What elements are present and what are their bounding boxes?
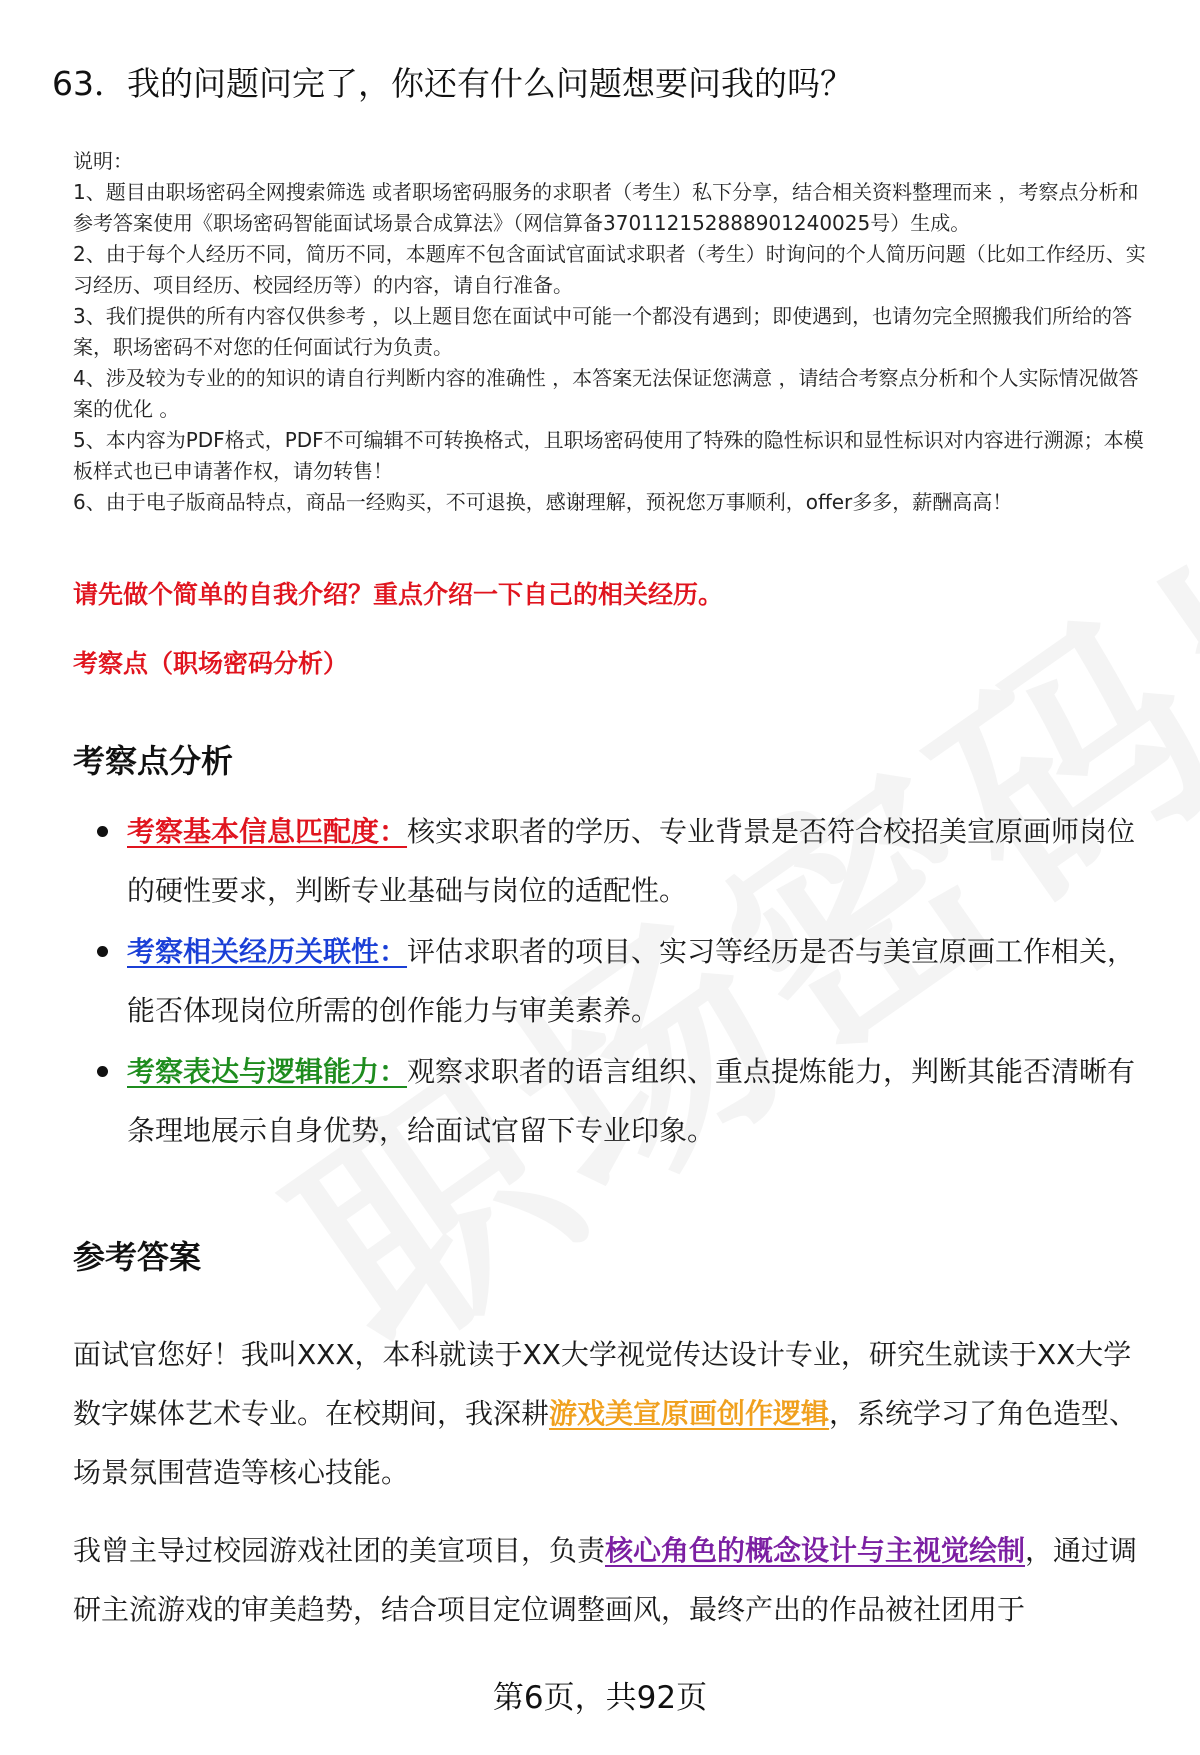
answer-text: 面试官您好！我叫XXX，本科就读于XX大学视觉传达设计专业，研究生就读于XX大学数字媒体艺术专业。在校期间，我深耕: [73, 1338, 1132, 1430]
answer-highlight: 游戏美宣原画创作逻辑: [549, 1397, 830, 1430]
analysis-tag: 考察点（职场密码分析）: [73, 649, 349, 678]
analysis-item: [0, 802, 1147, 920]
analysis-heading: 考察点分析: [73, 742, 234, 780]
answer-paragraph-2: [73, 1521, 1153, 1639]
bullet-icon: [97, 826, 108, 837]
answer-highlight: 核心角色的概念设计与主视觉绘制: [605, 1534, 1026, 1567]
answer-text: 我曾主导过校园游戏社团的美宣项目，负责: [73, 1534, 606, 1567]
analysis-list: [0, 802, 1200, 1162]
answer-paragraph-1: [73, 1325, 1153, 1502]
interview-question: 请先做个简单的自我介绍？重点介绍一下自己的相关经历。: [73, 580, 724, 609]
page-footer: 第6页，共92页: [492, 1680, 708, 1716]
note-item: 1、题目由职场密码全网搜索筛选 或者职场密码服务的求职者（考生）私下分享，结合相关资料整理而来 ，考察点分析和参考答案使用《职场密码智能面试场景合成算法》（网信算备370112152888901240025号）生成。: [73, 180, 1139, 235]
answer-text: ，系统学习了角色造型、场景氛围营造等核心技能。: [73, 1397, 1138, 1489]
analysis-text: 评估求职者的项目、实习等经历是否与美宣原画工作相关，能否体现岗位所需的创作能力与审美素养。: [127, 935, 1136, 1027]
analysis-keyword: 考察相关经历关联性：: [127, 935, 408, 968]
bullet-icon: [97, 946, 108, 957]
analysis-item: [0, 922, 1147, 1040]
analysis-item: [0, 1042, 1147, 1160]
analysis-keyword: 考察基本信息匹配度：: [127, 815, 408, 848]
question-title: 63．我的问题问完了，你还有什么问题想要问我的吗？: [52, 64, 853, 103]
reference-heading: 参考答案: [73, 1238, 202, 1276]
note-item: 2、由于每个人经历不同，简历不同，本题库不包含面试官面试求职者（考生）时询问的个人简历问题（比如工作经历、实习经历、项目经历、校园经历等）的内容，请自行准备。: [73, 242, 1146, 297]
notes-heading: 说明：: [73, 149, 133, 173]
analysis-text: 核实求职者的学历、专业背景是否符合校招美宣原画师岗位的硬性要求，判断专业基础与岗位的适配性。: [127, 815, 1136, 907]
note-item: 3、我们提供的所有内容仅供参考 ，以上题目您在面试中可能一个都没有遇到；即使遇到，也请勿完全照搬我们所给的答案，职场密码不对您的任何面试行为负责。: [73, 304, 1133, 359]
note-item: 6、由于电子版商品特点，商品一经购买，不可退换，感谢理解，预祝您万事顺利，offer多多，薪酬高高！: [73, 490, 1013, 514]
note-item: 5、本内容为PDF格式，PDF不可编辑不可转换格式，且职场密码使用了特殊的隐性标识和显性标识对内容进行溯源；本模板样式也已申请著作权，请勿转售！: [73, 428, 1144, 483]
answer-text: ，通过调研主流游戏的审美趋势，结合项目定位调整画风，最终产出的作品被社团用于: [73, 1534, 1138, 1626]
analysis-text: 观察求职者的语言组织、重点提炼能力，判断其能否清晰有条理地展示自身优势，给面试官留下专业印象。: [127, 1055, 1136, 1147]
note-item: 4、涉及较为专业的的知识的请自行判断内容的准确性 ，本答案无法保证您满意 ，请结合考察点分析和个人实际情况做答案的优化 。: [73, 366, 1139, 421]
notes-block: [73, 146, 1153, 518]
analysis-keyword: 考察表达与逻辑能力：: [127, 1055, 408, 1088]
bullet-icon: [97, 1066, 108, 1077]
